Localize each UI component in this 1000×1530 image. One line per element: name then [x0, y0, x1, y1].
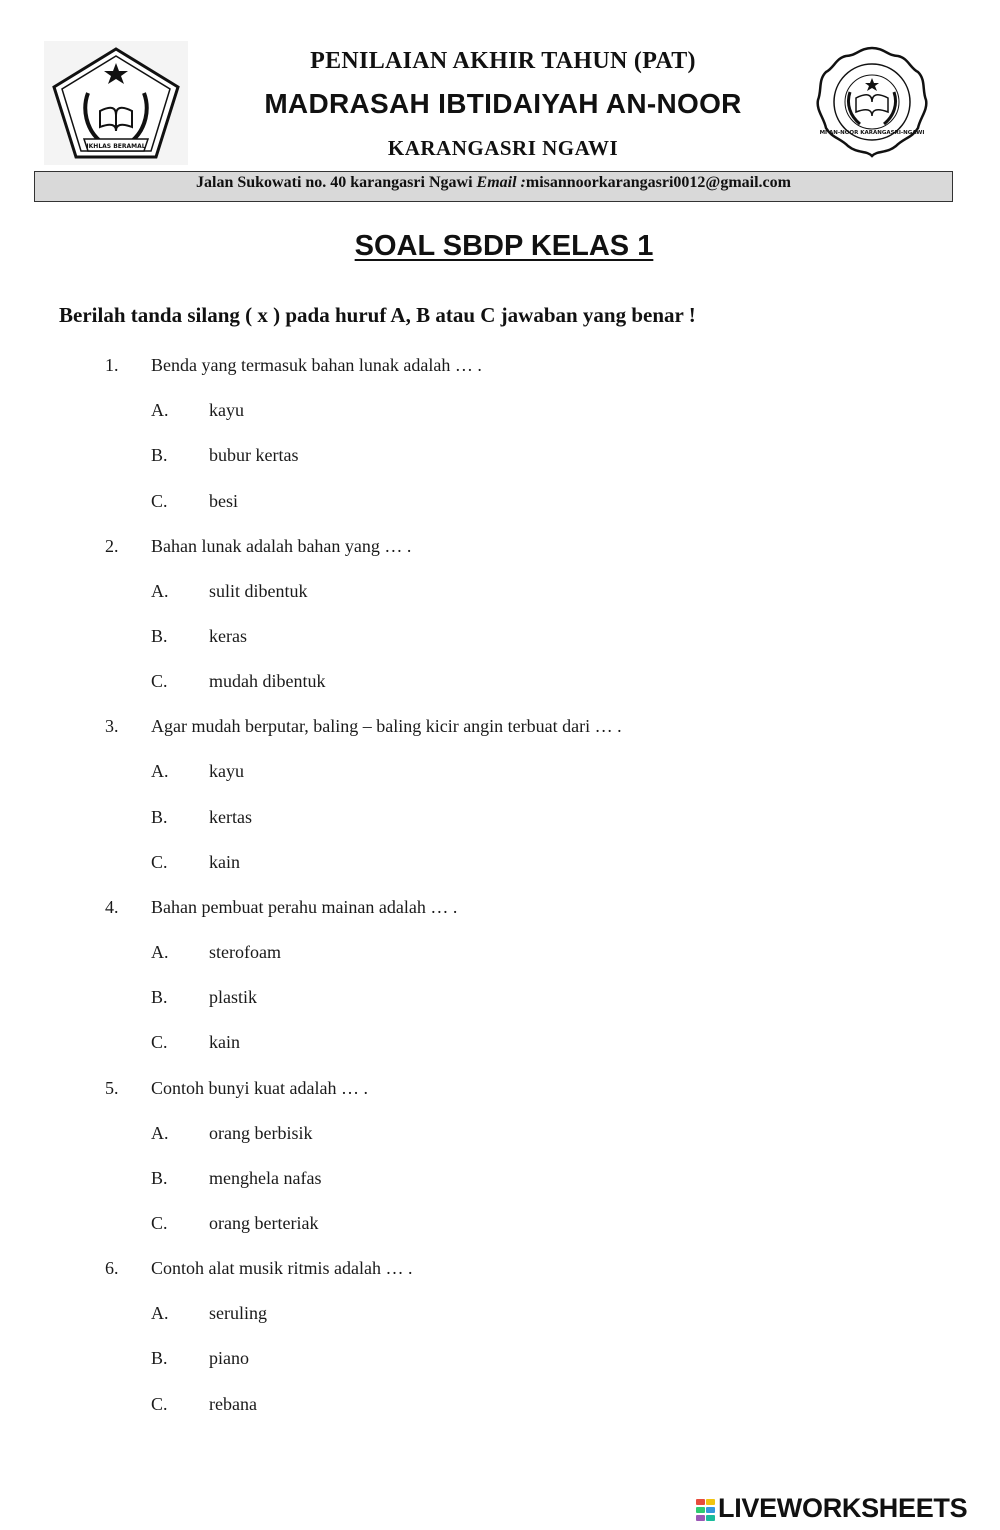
seal-text: MI AN-NOOR KARANGASRI-NGAWI [819, 130, 925, 136]
question-text: Contoh alat musik ritmis adalah … . [151, 1258, 413, 1278]
question-number: 1. [105, 355, 119, 375]
option-letter: A. [151, 761, 169, 781]
option-letter: B. [151, 987, 168, 1007]
question-number: 6. [105, 1258, 119, 1278]
liveworksheets-brand: LIVEWORKSHEETS [718, 1493, 968, 1523]
question-number: 5. [105, 1078, 119, 1098]
option-letter: A. [151, 942, 169, 962]
option-text: orang berteriak [209, 1213, 319, 1233]
option-letter: C. [151, 1213, 168, 1233]
instruction-text: Berilah tanda silang ( x ) pada huruf A, B atau C jawaban yang benar ! [59, 303, 696, 327]
option-letter: A. [151, 400, 169, 420]
option-text: mudah dibentuk [209, 671, 326, 691]
email-address: misannoorkarangasri0012@gmail.com [525, 174, 791, 191]
email-label: Email : [476, 174, 526, 191]
liveworksheets-footer[interactable] [696, 1493, 996, 1527]
option-text: kertas [209, 807, 252, 827]
question-number: 3. [105, 716, 119, 736]
option-letter: B. [151, 626, 168, 646]
option-text: bubur kertas [209, 445, 299, 465]
option-letter: C. [151, 1394, 168, 1414]
option-letter: A. [151, 1303, 169, 1323]
school-city: KARANGASRI NGAWI [387, 136, 619, 160]
address-bar [34, 171, 953, 202]
option-text: menghela nafas [209, 1168, 322, 1188]
option-text: plastik [209, 987, 257, 1007]
option-text: kayu [209, 400, 244, 420]
worksheet-title [0, 230, 1000, 263]
question-number: 2. [105, 536, 119, 556]
option-letter: A. [151, 1123, 169, 1143]
question-number: 4. [105, 897, 119, 917]
option-text: piano [209, 1348, 249, 1368]
option-letter: A. [151, 581, 169, 601]
option-text: rebana [209, 1394, 257, 1414]
question-text: Bahan lunak adalah bahan yang … . [151, 536, 412, 556]
question-text: Contoh bunyi kuat adalah … . [151, 1078, 368, 1098]
question-text: Bahan pembuat perahu mainan adalah … . [151, 897, 458, 917]
option-text: kain [209, 1032, 240, 1052]
option-text: keras [209, 626, 247, 646]
question-text: Agar mudah berputar, baling – baling kicir angin terbuat dari … . [151, 716, 622, 736]
liveworksheets-logo-icon [696, 1499, 716, 1521]
option-letter: C. [151, 671, 168, 691]
option-letter: C. [151, 491, 168, 511]
emblem-motto: IKHLAS BERAMAL [86, 143, 146, 150]
option-text: kain [209, 852, 240, 872]
option-text: seruling [209, 1303, 267, 1323]
option-letter: B. [151, 1348, 168, 1368]
option-text: besi [209, 491, 238, 511]
option-letter: C. [151, 852, 168, 872]
address-text: Jalan Sukowati no. 40 karangasri Ngawi [196, 174, 477, 191]
option-text: sulit dibentuk [209, 581, 308, 601]
option-text: kayu [209, 761, 244, 781]
option-letter: C. [151, 1032, 168, 1052]
option-letter: B. [151, 1168, 168, 1188]
school-name: MADRASAH IBTIDAIYAH AN-NOOR [264, 88, 742, 119]
exam-title: PENILAIAN AKHIR TAHUN (PAT) [310, 48, 696, 74]
option-letter: B. [151, 807, 168, 827]
worksheet-title-text: SOAL SBDP KELAS 1 [354, 230, 654, 262]
option-text: orang berbisik [209, 1123, 313, 1143]
question-text: Benda yang termasuk bahan lunak adalah … . [151, 355, 482, 375]
option-letter: B. [151, 445, 168, 465]
option-text: sterofoam [209, 942, 281, 962]
